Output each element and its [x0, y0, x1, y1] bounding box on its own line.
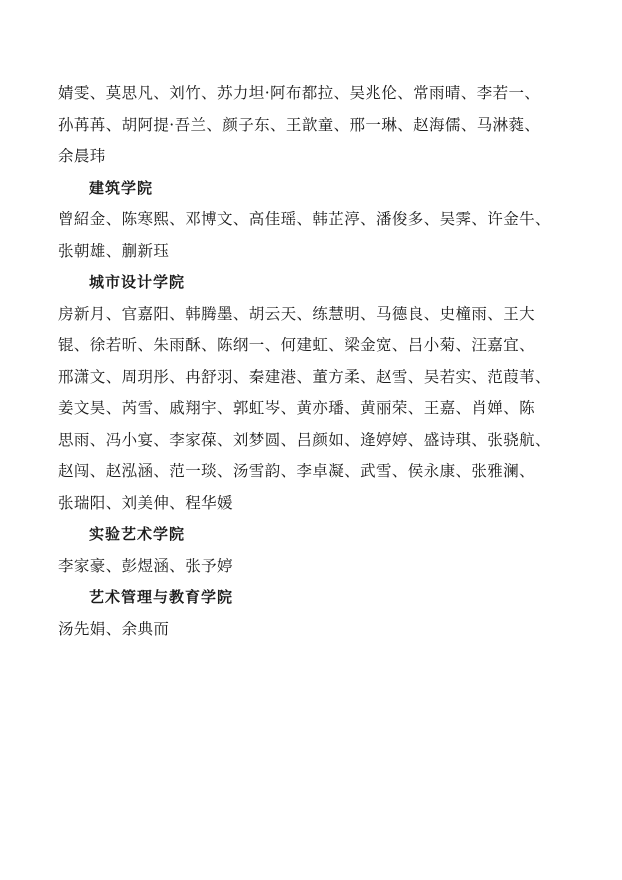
- name-line: 姜文昊、芮雪、戚翔宇、郭虹岑、黄亦璠、黄丽荣、王嘉、肖婵、陈: [58, 399, 536, 417]
- name-line: 思雨、冯小宴、李家葆、刘梦圆、吕颜如、逄婷婷、盛诗琪、张骁航、: [58, 430, 551, 449]
- section-experimental-art: [58, 519, 570, 582]
- name-line: 李家豪、彭煜涵、张予婷: [58, 556, 233, 575]
- name-line: 孙苒苒、胡阿提·吾兰、颜子东、王歆童、邢一琳、赵海儒、马淋蕤、: [58, 115, 541, 134]
- section-arts-management-education: [58, 582, 570, 645]
- section-urban-design: [58, 267, 570, 519]
- name-line: 张瑞阳、刘美伸、程华媛: [58, 493, 233, 512]
- section-title: 城市设计学院: [89, 273, 186, 291]
- name-line: 邢潇文、周玥彤、冉舒羽、秦建港、董方柔、赵雪、吴若实、范葭苇、: [58, 367, 551, 386]
- name-line: 余晨玮: [58, 147, 106, 165]
- name-line: 张朝雄、蒯新珏: [58, 241, 170, 260]
- name-list-continued: [58, 78, 570, 173]
- section-title: 实验艺术学院: [89, 525, 186, 543]
- name-line: 婧雯、莫思凡、刘竹、苏力坦·阿布都拉、吴兆伦、常雨晴、李若一、: [58, 84, 541, 102]
- section-title: 艺术管理与教育学院: [89, 588, 234, 606]
- name-line: 房新月、官嘉阳、韩腾墨、胡云天、练慧明、马德良、史橦雨、王大: [58, 304, 536, 323]
- name-line: 锟、徐若昕、朱雨酥、陈纲一、何建虹、梁金宽、吕小菊、汪嘉宜、: [58, 336, 536, 354]
- name-line: 汤先娟、余典而: [58, 619, 170, 638]
- section-title: 建筑学院: [89, 178, 154, 197]
- section-architecture: [58, 173, 570, 268]
- document-page: [58, 78, 570, 645]
- name-line: 赵闯、赵泓涵、范一琰、汤雪韵、李卓凝、武雪、侯永康、张雅澜、: [58, 462, 536, 480]
- name-line: 曾紹金、陈寒熙、邓博文、高佳瑶、韩芷渟、潘俊多、吴霁、许金牛、: [58, 210, 551, 228]
